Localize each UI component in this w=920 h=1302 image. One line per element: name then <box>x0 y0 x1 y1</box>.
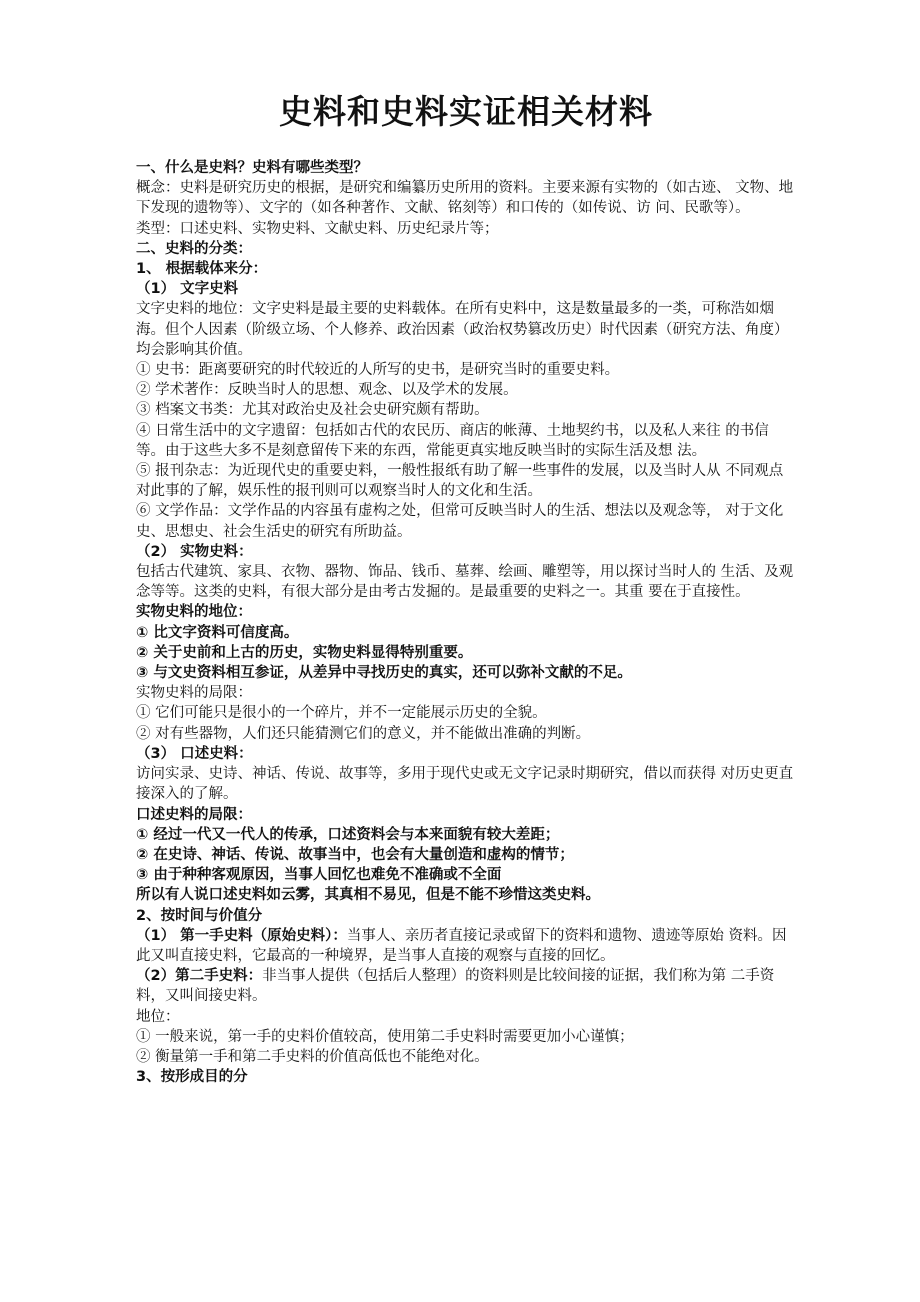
text-paragraph: ① 它们可能只是很小的一个碎片，并不一定能展示历史的全貌。 <box>136 705 547 722</box>
heading-line: 口述史料的局限： <box>136 806 252 823</box>
heading-line: ③ 与文史资料相互参证，从差异中寻找历史的真实，还可以弥补文献的不足。 <box>136 665 632 682</box>
text-paragraph: ② 对有些器物，人们还只能猜测它们的意义，并不能做出准确的判断。 <box>136 725 591 742</box>
document-page <box>136 88 796 1087</box>
paragraph-text: 非当事人提供（包括后人整理）的资料则是比较间接的证据，我们称为第 二手资料，又叫间接史料。 <box>136 968 775 1005</box>
heading-line: （2） 实物史料： <box>136 543 253 560</box>
text-paragraph: 包括古代建筑、家具、衣物、器物、饰品、钱币、墓葬、绘画、雕塑等，用以探讨当时人的 生活、及观念等等。这类的史料，有很大部分是由考古发掘的。是最重要的史料之一。其重 要在于直接性。 <box>136 564 794 601</box>
heading-line: 一、什么是史料？史料有哪些类型？ <box>136 160 368 176</box>
heading-line: 1、 根据载体来分： <box>136 261 268 278</box>
text-paragraph: ③ 档案文书类：尤其对政治史及社会史研究颇有帮助。 <box>136 402 489 419</box>
heading-line: ③ 由于种种客观原因，当事人回忆也难免不准确或不全面 <box>136 867 502 884</box>
mixed-paragraph <box>136 926 796 966</box>
heading-line: （3） 口述史料： <box>136 745 253 762</box>
text-paragraph: 地位： <box>136 1008 180 1025</box>
text-paragraph: ⑤ 报刊杂志：为近现代史的重要史料，一般性报纸有助了解一些事件的发展，以及当时人从 不同观点对此事的了解，娱乐性的报刊则可以观察当时人的文化和生活。 <box>136 463 784 500</box>
heading-line: 3、按形成目的分 <box>136 1069 248 1086</box>
text-paragraph: 概念：史料是研究历史的根据，是研究和编纂历史所用的资料。主要来源有实物的（如古迹、 文物、地下发现的遗物等）、文字的（如各种著作、文献、铭刻等）和口传的（如传说、访 问、民歌等）。 <box>136 180 794 217</box>
text-paragraph: ④ 日常生活中的文字遗留：包括如古代的农民历、商店的帐薄、土地契约书，以及私人来往 的书信等。由于这些大多不是刻意留传下来的东西，常能更真实地反映当时的实际生活及想 法。 <box>136 422 769 459</box>
heading-line: （1） 文字史料 <box>136 281 239 298</box>
heading-line: ② 在史诗、神话、传说、故事当中，也会有大量创造和虚构的情节； <box>136 846 574 863</box>
paragraph-text: 当事人、亲历者直接记录或留下的资料和遗物、遗迹等原始 资料。因此又叫直接史料，它最高的一种境界，是当事人直接的观察与直接的回忆。 <box>136 927 787 964</box>
text-paragraph: ① 史书：距离要研究的时代较近的人所写的史书，是研究当时的重要史料。 <box>136 362 620 379</box>
text-paragraph: ② 学术著作：反映当时人的思想、观念、以及学术的发展。 <box>136 382 518 399</box>
heading-line: ① 比文字资料可信度高。 <box>136 624 299 641</box>
mixed-paragraph <box>136 966 796 1006</box>
text-paragraph: 访问实录、史诗、神话、传说、故事等，多用于现代史或无文字记录时期研究，借以而获得 对历史更直接深入的了解。 <box>136 766 794 803</box>
document-title: 史料和史料实证相关材料 <box>279 92 653 131</box>
text-paragraph: 实物史料的局限： <box>136 685 252 702</box>
text-paragraph: ⑥ 文学作品：文学作品的内容虽有虚构之处，但常可反映当时人的生活、想法以及观念等， 对于文化史、思想史、社会生活史的研究有所助益。 <box>136 503 784 540</box>
text-paragraph: 类型：口述史料、实物史料、文献史料、历史纪录片等； <box>136 220 499 237</box>
heading-line: 二、史料的分类： <box>136 240 252 257</box>
heading-line: 2、按时间与价值分 <box>136 907 263 924</box>
document-body <box>136 158 796 1087</box>
heading-line: ① 经过一代又一代人的传承，口述资料会与本来面貌有较大差距； <box>136 826 560 843</box>
heading-line: 实物史料的地位： <box>136 604 252 621</box>
text-paragraph: ① 一般来说，第一手的史料价值较高，使用第二手史料时需要更加小心谨慎； <box>136 1028 634 1045</box>
paragraph-lead: （2）第二手史料： <box>136 968 263 985</box>
heading-line: 所以有人说口述史料如云雾，其真相不易见，但是不能不珍惜这类史料。 <box>136 887 600 904</box>
paragraph-lead: （1） 第一手史料（原始史料）： <box>136 927 347 944</box>
text-paragraph: 文字史料的地位：文字史料是最主要的史料载体。在所有史料中，这是数量最多的一类，可称浩如烟海。但个人因素（阶级立场、个人修养、政治因素（政治权势篡改历史）时代因素（研究方法、角度）均会影响其价值。 <box>136 301 789 358</box>
heading-line: ② 关于史前和上古的历史，实物史料显得特别重要。 <box>136 644 473 661</box>
text-paragraph: ② 衡量第一手和第二手史料的价值高低也不能绝对化。 <box>136 1048 489 1065</box>
